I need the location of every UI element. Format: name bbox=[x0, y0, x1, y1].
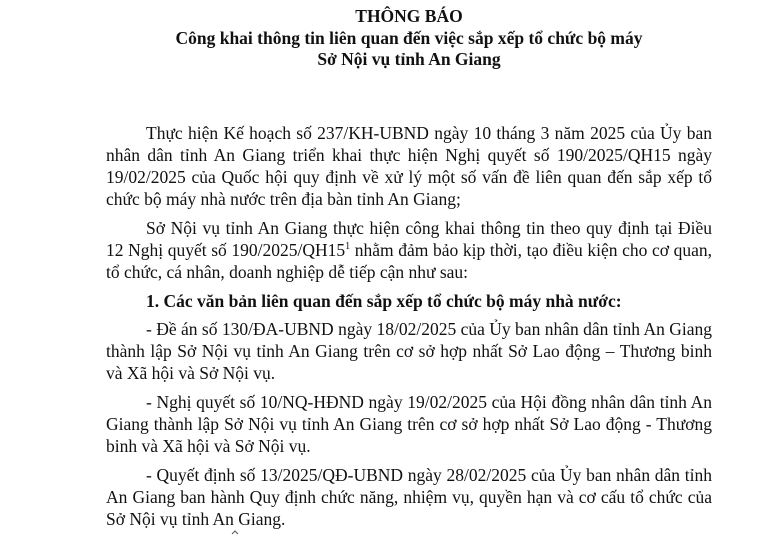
document-body bbox=[106, 122, 712, 530]
disclosure-text-end: nhằm đảm bảo kịp thời, tạo điều kiện cho cơ quan, tổ chức, cá nhân, doanh nghiệp dễ tiếp cận như sau: bbox=[106, 240, 712, 282]
disclosure-paragraph bbox=[106, 217, 712, 283]
document-subtitle-line-2: Sở Nội vụ tỉnh An Giang bbox=[317, 49, 501, 69]
disclosure-text-start: Sở Nội vụ tỉnh An Giang thực hiện công khai thông tin theo quy định tại Điều 12 Nghị quyết số 190/2025/QH15 bbox=[106, 218, 712, 260]
intro-paragraph: Thực hiện Kế hoạch số 237/KH-UBND ngày 10 tháng 3 năm 2025 của Ủy ban nhân dân tỉnh An Giang triển khai thực hiện Nghị quyết số 190/2025/QH15 ngày 19/02/2025 của Quốc hội quy định về xử lý một số vấn đề liên quan đến sắp xếp tổ chức bộ máy nhà nước trên địa bàn tỉnh An Giang; bbox=[106, 123, 712, 209]
document-subtitle-line-1: Công khai thông tin liên quan đến việc sắp xếp tổ chức bộ máy bbox=[175, 28, 643, 48]
document-header bbox=[106, 6, 712, 70]
section-1-item-2: - Nghị quyết số 10/NQ-HĐND ngày 19/02/2025 của Hội đồng nhân dân tỉnh An Giang thành lập Sở Nội vụ tỉnh An Giang trên cơ sở hợp nhất Sở Lao động - Thương binh và Xã hội và Sở Nội vụ. bbox=[106, 392, 712, 456]
section-1-item-1: - Đề án số 130/ĐA-UBND ngày 18/02/2025 của Ủy ban nhân dân tỉnh An Giang thành lập Sở Nội vụ tỉnh An Giang trên cơ sở hợp nhất Sở Lao động – Thương binh và Xã hội và Sở Nội vụ. bbox=[106, 319, 712, 383]
section-1-item-3: - Quyết định số 13/2025/QĐ-UBND ngày 28/02/2025 của Ủy ban nhân dân tỉnh An Giang ban hành Quy định chức năng, nhiệm vụ, quyền hạn và cơ cấu tổ chức của Sở Nội vụ tỉnh An Giang. bbox=[106, 465, 712, 529]
section-1-heading: 1. Các văn bản liên quan đến sắp xếp tổ chức bộ máy nhà nước: bbox=[146, 291, 622, 311]
document-content bbox=[106, 6, 712, 537]
document-title: THÔNG BÁO bbox=[355, 6, 463, 26]
cut-off-text-fragment bbox=[230, 530, 240, 535]
footnote-reference: 1 bbox=[345, 241, 351, 253]
